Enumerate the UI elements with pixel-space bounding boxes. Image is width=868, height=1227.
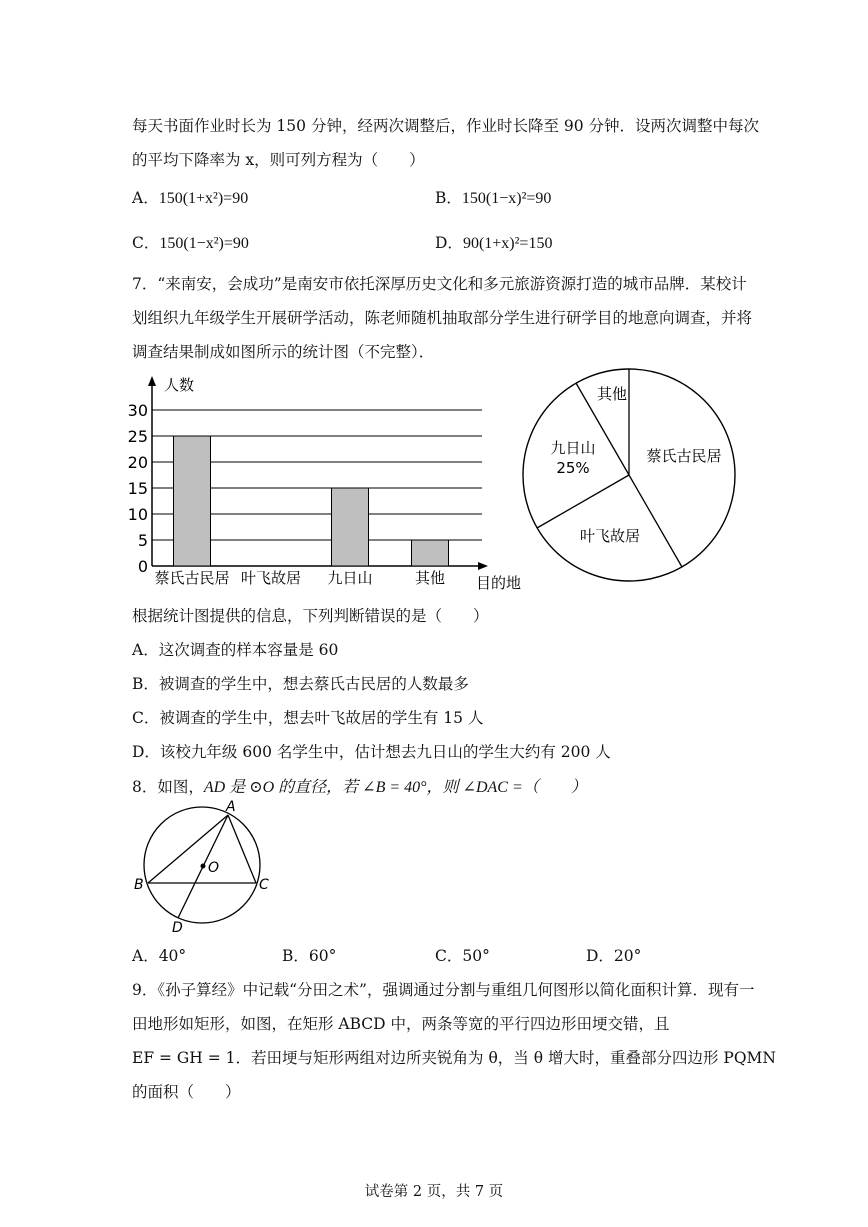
q7-question: 根据统计图提供的信息，下列判断错误的是（ ）	[132, 607, 489, 625]
bar	[332, 488, 369, 566]
q7-option-b[interactable]: B．被调查的学生中，想去蔡氏古民居的人数最多	[132, 675, 469, 693]
y-axis-label: 人数	[164, 376, 195, 394]
y-tick-label: 20	[127, 453, 148, 472]
pie-label-jiurishan: 九日山	[550, 439, 596, 457]
pie-label-other: 其他	[596, 385, 628, 403]
q6-option-d[interactable]: D．90(1+x)²=150	[435, 234, 553, 252]
q6-text-line1: 每天书面作业时长为 150 分钟，经两次调整后，作业时长降至 90 分钟．设两次调整中每次	[132, 117, 760, 135]
center-point	[201, 864, 206, 869]
x-axis-arrow	[478, 562, 488, 570]
bar-chart	[120, 370, 540, 595]
pie-label-yefei: 叶飞故居	[579, 527, 641, 545]
y-tick-label: 0	[137, 557, 148, 576]
y-tick-label: 30	[127, 401, 148, 420]
label-c: C	[259, 877, 269, 893]
q9-text-line2: 田地形如矩形，如图，在矩形 ABCD 中，两条等宽的平行四边形田埂交错，且	[132, 1015, 670, 1033]
q8-option-a[interactable]: A．40°	[132, 947, 187, 965]
category-label: 其他	[414, 569, 446, 587]
q6-option-c[interactable]: C．150(1−x²)=90	[132, 234, 249, 252]
y-tick-label: 10	[127, 505, 148, 524]
q6-option-a[interactable]: A．150(1+x²)=90	[132, 189, 249, 207]
label-d: D	[172, 920, 183, 936]
q7-text-line2: 划组织九年级学生开展研学活动，陈老师随机抽取部分学生进行研学目的地意向调查，并将	[132, 309, 753, 327]
q8-option-c[interactable]: C．50°	[435, 947, 490, 965]
label-a: A	[226, 800, 236, 815]
q6-option-b[interactable]: B．150(1−x)²=90	[435, 189, 552, 207]
page-footer: 试卷第 2 页，共 7 页	[364, 1184, 504, 1200]
q7-option-d[interactable]: D．该校九年级 600 名学生中，估计想去九日山的学生大约有 200 人	[132, 743, 611, 761]
category-label: 叶飞故居	[240, 569, 302, 587]
pie-chart	[515, 365, 745, 590]
x-axis-label: 目的地	[476, 574, 522, 592]
q9-text-line4: 的面积（ ）	[132, 1083, 241, 1101]
q9-text-line3: EF = GH = 1．若田埂与矩形两组对边所夹锐角为 θ，当 θ 增大时，重叠部分四边形 PQMN	[132, 1049, 776, 1067]
y-tick-label: 15	[127, 479, 148, 498]
bar	[174, 436, 211, 566]
category-label: 九日山	[327, 569, 373, 587]
bar	[412, 540, 449, 566]
q6-text-line2: 的平均下降率为 x，则可列方程为（ ）	[132, 151, 425, 169]
y-tick-label: 5	[137, 531, 148, 550]
q7-text-line3: 调查结果制成如图所示的统计图（不完整）．	[132, 343, 435, 361]
pie-label-caishi: 蔡氏古民居	[646, 447, 722, 465]
circle-figure	[128, 800, 288, 940]
q8-text: 8．如图，AD 是 ⊙O 的直径，若 ∠B = 40°，则 ∠DAC =（ ）	[132, 778, 587, 796]
segment-ac	[228, 815, 256, 883]
q9-text-line1: 9．《孙子算经》中记载“分田之术”，强调通过分割与重组几何图形以简化面积计算．现有一	[132, 981, 755, 999]
y-tick-label: 25	[127, 427, 148, 446]
pie-percent-jiurishan: 25%	[556, 459, 590, 477]
label-b: B	[134, 877, 144, 893]
q8-option-b[interactable]: B．60°	[282, 947, 337, 965]
q7-option-c[interactable]: C．被调查的学生中，想去叶飞故居的学生有 15 人	[132, 709, 484, 727]
q7-text-line1: 7．“来南安，会成功”是南安市依托深厚历史文化和多元旅游资源打造的城市品牌．某校计	[132, 275, 747, 293]
q8-option-d[interactable]: D．20°	[586, 947, 642, 965]
label-o: O	[208, 860, 220, 876]
q7-option-a[interactable]: A．这次调查的样本容量是 60	[132, 641, 339, 659]
category-label: 蔡氏古民居	[154, 569, 230, 587]
y-axis-arrow	[148, 376, 156, 386]
